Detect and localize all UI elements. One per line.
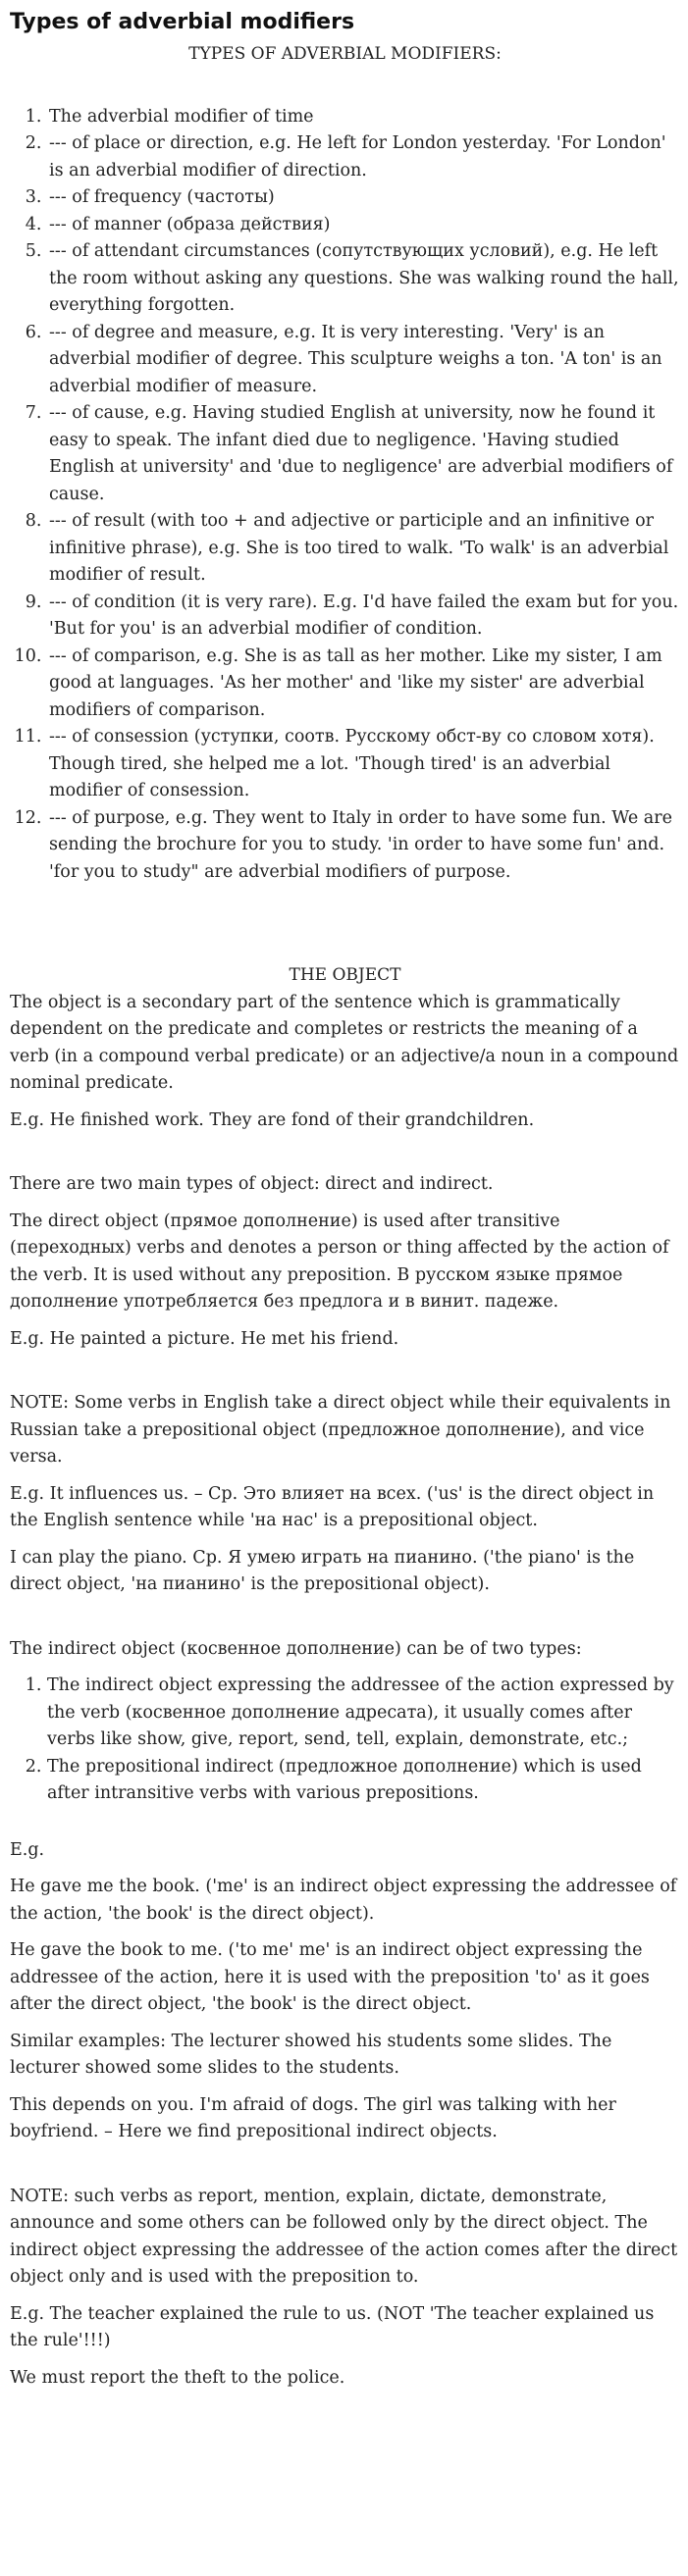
list-item: 7. --- of cause, e.g. Having studied English at university, now he found it easy to speak. The infant died due to negligence. 'Having studied English at university' and 'due to negligence' are adverbial modifiers of cause.: [47, 400, 680, 508]
list-item: 8. --- of result (with too + and adjective or participle and an infinitive or infinitive phrase), e.g. She is too tired to walk. 'To walk' is an adverbial modifier of result.: [47, 508, 680, 590]
list-item: 1. The adverbial modifier of time: [47, 104, 680, 131]
eg-label: E.g.: [10, 1839, 45, 1860]
prepositional-examples: This depends on you. I'm afraid of dogs. The girl was talking with her boyfriend. – Here we find prepositional indirect objects.: [10, 2094, 616, 2141]
types-heading: TYPES OF ADVERBIAL MODIFIERS:: [188, 44, 502, 64]
list-item: 12. --- of purpose, e.g. They went to Italy in order to have some fun. We are sending the brochure for you to study. 'in order to have some fun' and. 'for you to study" are adverbial modifiers of purpose.: [47, 805, 680, 887]
note-1-example-1: E.g. It influences us. – Ср. Это влияет на всех. ('us' is the direct object in the English sentence while 'на нас' is a prepositional object.: [10, 1483, 655, 1530]
list-item: 3. --- of frequency (частоты): [47, 184, 680, 212]
note-2: NOTE: such verbs as report, mention, explain, dictate, demonstrate, announce and some others can be followed only by the direct object. The indirect object expressing the addressee of the action comes after the direct object only and is used with the preposition to.: [10, 2186, 678, 2287]
final-sentence: We must report the theft to the police.: [10, 2367, 345, 2388]
note-2-example: E.g. The teacher explained the rule to us. (NOT 'The teacher explained us the rule'!!!): [10, 2303, 655, 2350]
indirect-object-intro: The indirect object (косвенное дополнение) can be of two types:: [10, 1638, 582, 1659]
spacer: [10, 1820, 680, 1837]
indirect-example-2: He gave the book to me. ('to me' me' is an indirect object expressing the addressee of the action, here it is used with the preposition 'to' as it goes after the direct object, 'the book' is the direct object.: [10, 1940, 650, 2014]
direct-object-definition: The direct object (прямое дополнение) is used after transitive (переходных) verbs and denotes a person or thing affected by the action of the verb. It is used without any preposition. В русском языке прямое дополнение употребляется без предлога и в винит. падеже.: [10, 1211, 669, 1312]
spacer: [10, 1609, 680, 1636]
similar-examples: Similar examples: The lecturer showed his students some slides. The lecturer showed some slides to the students.: [10, 2031, 612, 2078]
list-item: 5. --- of attendant circumstances (сопутствующих условий), e.g. He left the room without asking any questions. She was walking round the hall, everything forgotten.: [47, 238, 680, 320]
object-definition: The object is a secondary part of the sentence which is grammatically dependent on the predicate and completes or restricts the meaning of a verb (in a compound verbal predicate) or an adjective/a noun in a compound nominal predicate.: [10, 992, 679, 1093]
object-example: E.g. He finished work. They are fond of their grandchildren.: [10, 1109, 535, 1130]
indirect-example-1: He gave me the book. ('me' is an indirect object expressing the addressee of the action, 'the book' is the direct object).: [10, 1877, 677, 1924]
two-types-text: There are two main types of object: direct and indirect.: [10, 1174, 494, 1194]
direct-object-example: E.g. He painted a picture. He met his friend.: [10, 1328, 399, 1349]
indirect-types-list: [10, 1673, 680, 1808]
list-item: 4. --- of manner (образа действия): [47, 212, 680, 239]
object-heading: THE OBJECT: [289, 965, 401, 985]
page-title: Types of adverbial modifiers: [10, 10, 355, 34]
spacer: [10, 1363, 680, 1390]
list-item: 6. --- of degree and measure, e.g. It is very interesting. 'Very' is an adverbial modifier of degree. This sculpture weighs a ton. 'A ton' is an adverbial modifier of measure.: [47, 320, 680, 401]
note-1: NOTE: Some verbs in English take a direct object while their equivalents in Russian take a prepositional object (предложное дополнение), and vice versa.: [10, 1393, 671, 1467]
spacer: [10, 1144, 680, 1171]
list-item: 2. The prepositional indirect (предложное дополнение) which is used after intransitive verbs with various prepositions.: [47, 1754, 680, 1808]
note-1-example-2: I can play the piano. Ср. Я умею играть на пианино. ('the piano' is the direct object, 'на пианино' is the prepositional object).: [10, 1547, 635, 1594]
list-item: 10. --- of comparison, e.g. She is as tall as her mother. Like my sister, I am good at languages. 'As her mother' and 'like my sister' are adverbial modifiers of comparison.: [47, 644, 680, 725]
list-item: 2. --- of place or direction, e.g. He left for London yesterday. 'For London' is an adverbial modifier of direction.: [47, 130, 680, 184]
spacer: [10, 2156, 680, 2184]
list-item: 11. --- of consession (уступки, соотв. Русскому обст-ву со словом хотя). Though tired, she helped me a lot. 'Though tired' is an adverbial modifier of consession.: [47, 724, 680, 805]
list-item: 1. The indirect object expressing the addressee of the action expressed by the verb (косвенное дополнение адресата), it usually comes after verbs like show, give, report, send, tell, explain, demonstrate, etc.;: [47, 1673, 680, 1754]
list-item: 9. --- of condition (it is very rare). E.g. I'd have failed the exam but for you. 'But for you' is an adverbial modifier of condition.: [47, 590, 680, 644]
adverbial-types-list: [10, 104, 680, 887]
